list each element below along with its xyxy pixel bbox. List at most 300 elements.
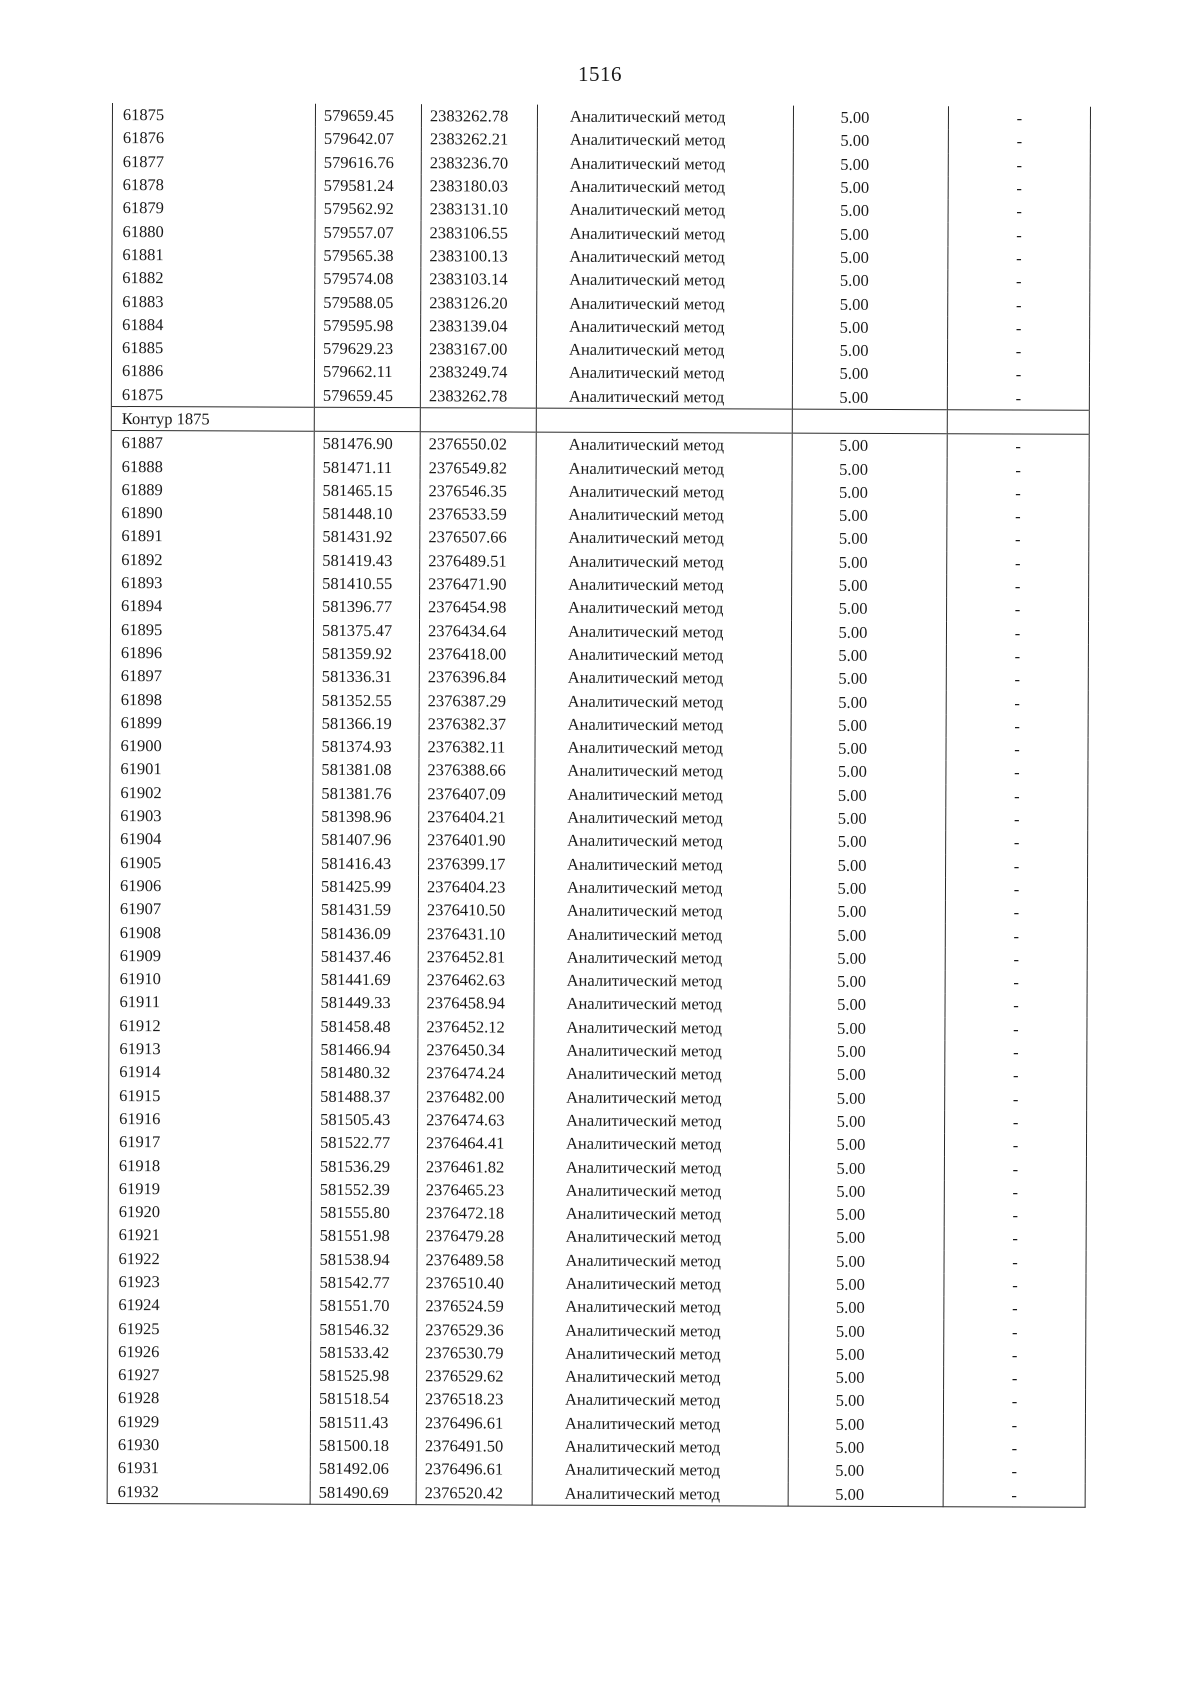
point-id-cell: 61902	[110, 781, 313, 805]
note-cell: -	[947, 386, 1089, 410]
accuracy-cell: 5.00	[792, 504, 947, 528]
accuracy-cell: 5.00	[791, 783, 946, 807]
accuracy-cell: 5.00	[793, 292, 948, 316]
accuracy-cell: 5.00	[789, 1203, 944, 1227]
y-coordinate-cell: 2376520.42	[416, 1481, 532, 1505]
y-coordinate-cell: 2383249.74	[420, 360, 536, 384]
x-coordinate-cell: 581518.54	[310, 1387, 416, 1411]
x-coordinate-cell: 581431.92	[314, 525, 420, 549]
x-coordinate-cell: 581538.94	[311, 1247, 417, 1271]
x-coordinate-cell: 581352.55	[313, 688, 419, 712]
method-cell: Аналитический метод	[533, 1248, 789, 1272]
y-coordinate-cell: 2376396.84	[419, 665, 535, 689]
method-cell: Аналитический метод	[534, 969, 790, 993]
x-coordinate-cell: 581336.31	[313, 665, 419, 689]
note-cell: -	[946, 714, 1088, 738]
accuracy-cell: 5.00	[791, 760, 946, 784]
table-row	[107, 1480, 1085, 1508]
accuracy-cell: 5.00	[788, 1482, 943, 1506]
method-cell: Аналитический метод	[536, 503, 792, 527]
note-cell: -	[945, 970, 1087, 994]
point-id-cell: 61905	[110, 850, 313, 874]
accuracy-cell: 5.00	[789, 1296, 944, 1320]
x-coordinate-cell: 581492.06	[310, 1457, 416, 1481]
note-cell: -	[945, 1063, 1087, 1087]
point-id-cell: 61931	[107, 1456, 310, 1480]
x-coordinate-cell: 581374.93	[313, 735, 419, 759]
accuracy-cell: 5.00	[789, 1272, 944, 1296]
y-coordinate-cell: 2376507.66	[420, 526, 536, 550]
note-cell: -	[946, 830, 1088, 854]
note-cell: -	[947, 597, 1089, 621]
accuracy-cell: 5.00	[791, 713, 946, 737]
point-id-cell: 61896	[110, 641, 313, 665]
point-id-cell: 61895	[110, 618, 313, 642]
x-coordinate-cell: 579562.92	[315, 197, 421, 221]
x-coordinate-cell: 581366.19	[313, 711, 419, 735]
x-coordinate-cell: 581381.08	[313, 758, 419, 782]
note-cell: -	[944, 1157, 1086, 1181]
point-id-cell: 61918	[108, 1153, 311, 1177]
method-cell: Аналитический метод	[537, 268, 793, 292]
point-id-cell: 61888	[111, 454, 314, 478]
y-coordinate-cell: 2376482.00	[418, 1085, 534, 1109]
method-cell: Аналитический метод	[536, 526, 792, 550]
point-id-cell: 61875	[112, 103, 315, 127]
note-cell: -	[948, 106, 1090, 130]
point-id-cell: 61916	[109, 1107, 312, 1131]
method-cell: Аналитический метод	[533, 1365, 789, 1389]
note-cell: -	[947, 528, 1089, 552]
accuracy-cell: 5.00	[791, 667, 946, 691]
point-id-cell: 61891	[111, 524, 314, 548]
y-coordinate-cell: 2376418.00	[419, 642, 535, 666]
point-id-cell: 61923	[108, 1270, 311, 1294]
method-cell: Аналитический метод	[536, 596, 792, 620]
y-coordinate-cell: 2376404.21	[419, 805, 535, 829]
x-coordinate-cell: 581551.70	[311, 1294, 417, 1318]
x-coordinate-cell: 581505.43	[312, 1108, 418, 1132]
accuracy-cell: 5.00	[791, 853, 946, 877]
point-id-cell: 61929	[107, 1410, 310, 1434]
accuracy-cell: 5.00	[793, 176, 948, 200]
note-cell: -	[945, 1087, 1087, 1111]
method-cell: Аналитический метод	[532, 1435, 788, 1459]
method-cell: Аналитический метод	[536, 384, 792, 409]
point-id-cell: 61912	[109, 1014, 312, 1038]
point-id-cell: 61907	[109, 897, 312, 921]
y-coordinate-cell: 2383131.10	[421, 197, 537, 221]
y-coordinate-cell: 2376533.59	[420, 502, 536, 526]
method-cell: Аналитический метод	[533, 1318, 789, 1342]
point-id-cell: 61906	[109, 874, 312, 898]
method-cell: Аналитический метод	[534, 992, 790, 1016]
method-cell: Аналитический метод	[533, 1295, 789, 1319]
y-coordinate-cell: 2383236.70	[421, 151, 537, 175]
x-coordinate-cell: 581448.10	[314, 502, 420, 526]
point-id-cell: 61908	[109, 920, 312, 944]
point-id-cell: 61911	[109, 990, 312, 1014]
accuracy-cell: 5.00	[793, 129, 948, 153]
accuracy-cell: 5.00	[790, 946, 945, 970]
accuracy-cell: 5.00	[790, 1086, 945, 1110]
method-cell: Аналитический метод	[532, 1458, 788, 1482]
accuracy-cell: 5.00	[792, 385, 947, 409]
accuracy-cell: 5.00	[791, 737, 946, 761]
accuracy-cell: 5.00	[791, 620, 946, 644]
note-cell: -	[948, 176, 1090, 200]
point-id-cell: 61884	[112, 313, 315, 337]
method-cell: Аналитический метод	[537, 338, 793, 362]
point-id-cell: 61882	[112, 266, 315, 290]
point-id-cell: 61914	[109, 1060, 312, 1084]
accuracy-cell: 5.00	[793, 315, 948, 339]
x-coordinate-cell: 579616.76	[315, 150, 421, 174]
coordinates-table	[107, 103, 1091, 1508]
y-coordinate-cell: 2383100.13	[421, 244, 537, 268]
note-cell: -	[946, 784, 1088, 808]
section-label: Контур 1875	[111, 406, 314, 431]
y-coordinate-cell: 2383167.00	[421, 337, 537, 361]
method-cell: Аналитический метод	[535, 806, 791, 830]
note-cell: -	[947, 574, 1089, 598]
note-cell: -	[948, 269, 1090, 293]
method-cell: Аналитический метод	[534, 1108, 790, 1132]
x-coordinate-cell: 581525.98	[311, 1364, 417, 1388]
page-number: 1516	[578, 62, 622, 86]
accuracy-cell: 5.00	[793, 106, 948, 130]
note-cell: -	[945, 900, 1087, 924]
method-cell: Аналитический метод	[533, 1202, 789, 1226]
note-cell: -	[944, 1273, 1086, 1297]
x-coordinate-cell: 581552.39	[311, 1177, 417, 1201]
y-coordinate-cell: 2376465.23	[417, 1178, 533, 1202]
note-cell: -	[944, 1180, 1086, 1204]
y-coordinate-cell: 2383262.78	[420, 384, 536, 408]
method-cell: Аналитический метод	[537, 291, 793, 315]
note-cell: -	[948, 246, 1090, 270]
note-cell: -	[948, 130, 1090, 154]
x-coordinate-cell: 579662.11	[314, 360, 420, 384]
method-cell: Аналитический метод	[536, 456, 792, 480]
point-id-cell: 61915	[109, 1083, 312, 1107]
method-cell: Аналитический метод	[535, 666, 791, 690]
x-coordinate-cell: 581436.09	[312, 921, 418, 945]
method-cell: Аналитический метод	[533, 1271, 789, 1295]
y-coordinate-cell: 2376382.11	[419, 735, 535, 759]
y-coordinate-cell: 2376458.94	[418, 991, 534, 1015]
y-coordinate-cell: 2376546.35	[420, 479, 536, 503]
note-cell: -	[943, 1436, 1085, 1460]
point-id-cell: 61925	[108, 1316, 311, 1340]
x-coordinate-cell: 581458.48	[312, 1014, 418, 1038]
y-coordinate-cell: 2376388.66	[419, 758, 535, 782]
point-id-cell: 61875	[111, 383, 314, 408]
empty-note-cell	[947, 410, 1089, 435]
x-coordinate-cell: 579642.07	[315, 127, 421, 151]
method-cell: Аналитический метод	[534, 922, 790, 946]
note-cell: -	[944, 1203, 1086, 1227]
x-coordinate-cell: 581398.96	[313, 805, 419, 829]
y-coordinate-cell: 2376518.23	[416, 1388, 532, 1412]
method-cell: Аналитический метод	[537, 314, 793, 338]
method-cell: Аналитический метод	[536, 549, 792, 573]
y-coordinate-cell: 2383106.55	[421, 221, 537, 245]
x-coordinate-cell: 579659.45	[314, 383, 420, 407]
accuracy-cell: 5.00	[793, 269, 948, 293]
x-coordinate-cell: 581551.98	[311, 1224, 417, 1248]
accuracy-cell: 5.00	[789, 1366, 944, 1390]
note-cell: -	[948, 199, 1090, 223]
note-cell: -	[948, 339, 1090, 363]
note-cell: -	[946, 644, 1088, 668]
method-cell: Аналитический метод	[535, 689, 791, 713]
note-cell: -	[948, 293, 1090, 317]
y-coordinate-cell: 2383103.14	[421, 267, 537, 291]
y-coordinate-cell: 2376464.41	[417, 1131, 533, 1155]
point-id-cell: 61926	[108, 1340, 311, 1364]
point-id-cell: 61901	[110, 757, 313, 781]
x-coordinate-cell: 579557.07	[315, 220, 421, 244]
point-id-cell: 61927	[108, 1363, 311, 1387]
x-coordinate-cell: 581375.47	[313, 618, 419, 642]
point-id-cell: 61909	[109, 944, 312, 968]
y-coordinate-cell: 2376474.24	[418, 1061, 534, 1085]
x-coordinate-cell: 581465.15	[314, 479, 420, 503]
note-cell: -	[948, 153, 1090, 177]
y-coordinate-cell: 2376550.02	[420, 432, 536, 456]
accuracy-cell: 5.00	[791, 830, 946, 854]
coordinates-table-wrapper	[107, 103, 1090, 1508]
x-coordinate-cell: 581425.99	[312, 875, 418, 899]
point-id-cell: 61917	[108, 1130, 311, 1154]
x-coordinate-cell: 581471.11	[314, 455, 420, 479]
accuracy-cell: 5.00	[792, 550, 947, 574]
method-cell: Аналитический метод	[535, 619, 791, 643]
note-cell: -	[945, 947, 1087, 971]
y-coordinate-cell: 2376491.50	[416, 1434, 532, 1458]
x-coordinate-cell: 581359.92	[313, 642, 419, 666]
method-cell: Аналитический метод	[535, 759, 791, 783]
y-coordinate-cell: 2376407.09	[419, 782, 535, 806]
note-cell: -	[946, 761, 1088, 785]
method-cell: Аналитический метод	[536, 432, 792, 457]
y-coordinate-cell: 2376524.59	[417, 1294, 533, 1318]
method-cell: Аналитический метод	[533, 1155, 789, 1179]
x-coordinate-cell: 581396.77	[314, 595, 420, 619]
method-cell: Аналитический метод	[536, 479, 792, 503]
accuracy-cell: 5.00	[790, 900, 945, 924]
accuracy-cell: 5.00	[792, 527, 947, 551]
note-cell: -	[944, 1133, 1086, 1157]
accuracy-cell: 5.00	[793, 199, 948, 223]
method-cell: Аналитический метод	[534, 1085, 790, 1109]
accuracy-cell: 5.00	[790, 970, 945, 994]
y-coordinate-cell: 2376510.40	[417, 1271, 533, 1295]
note-cell: -	[944, 1343, 1086, 1367]
note-cell: -	[944, 1366, 1086, 1390]
note-cell: -	[946, 691, 1088, 715]
note-cell: -	[945, 924, 1087, 948]
y-coordinate-cell: 2376399.17	[419, 852, 535, 876]
method-cell: Аналитический метод	[534, 1039, 790, 1063]
y-coordinate-cell: 2376462.63	[418, 968, 534, 992]
y-coordinate-cell: 2376452.12	[418, 1015, 534, 1039]
point-id-cell: 61894	[111, 594, 314, 618]
empty-y-cell	[420, 408, 536, 433]
note-cell: -	[944, 1320, 1086, 1344]
method-cell: Аналитический метод	[535, 736, 791, 760]
point-id-cell: 61904	[110, 827, 313, 851]
accuracy-cell: 5.00	[790, 1016, 945, 1040]
method-cell: Аналитический метод	[535, 642, 791, 666]
note-cell: -	[947, 551, 1089, 575]
y-coordinate-cell: 2376530.79	[417, 1341, 533, 1365]
x-coordinate-cell: 581533.42	[311, 1341, 417, 1365]
method-cell: Аналитический метод	[537, 175, 793, 199]
accuracy-cell: 5.00	[789, 1319, 944, 1343]
method-cell: Аналитический метод	[535, 829, 791, 853]
method-cell: Аналитический метод	[537, 221, 793, 245]
point-id-cell: 61890	[111, 501, 314, 525]
point-id-cell: 61897	[110, 664, 313, 688]
point-id-cell: 61889	[111, 478, 314, 502]
point-id-cell: 61893	[111, 571, 314, 595]
note-cell: -	[947, 458, 1089, 482]
accuracy-cell: 5.00	[792, 433, 947, 457]
accuracy-cell: 5.00	[789, 1179, 944, 1203]
note-cell: -	[945, 1110, 1087, 1134]
x-coordinate-cell: 581500.18	[310, 1434, 416, 1458]
y-coordinate-cell: 2376382.37	[419, 712, 535, 736]
y-coordinate-cell: 2376496.61	[416, 1457, 532, 1481]
x-coordinate-cell: 581466.94	[312, 1038, 418, 1062]
method-cell: Аналитический метод	[534, 1062, 790, 1086]
x-coordinate-cell: 581511.43	[310, 1410, 416, 1434]
point-id-cell: 61879	[112, 196, 315, 220]
point-id-cell: 61878	[112, 173, 315, 197]
y-coordinate-cell: 2383262.78	[421, 104, 537, 128]
y-coordinate-cell: 2376461.82	[417, 1155, 533, 1179]
x-coordinate-cell: 581536.29	[311, 1154, 417, 1178]
y-coordinate-cell: 2383139.04	[421, 314, 537, 338]
accuracy-cell: 5.00	[789, 1249, 944, 1273]
x-coordinate-cell: 581476.90	[314, 431, 420, 455]
accuracy-cell: 5.00	[792, 597, 947, 621]
y-coordinate-cell: 2376452.81	[418, 945, 534, 969]
note-cell: -	[944, 1226, 1086, 1250]
method-cell: Аналитический метод	[537, 198, 793, 222]
y-coordinate-cell: 2376489.51	[420, 549, 536, 573]
accuracy-cell: 5.00	[793, 152, 948, 176]
point-id-cell: 61932	[107, 1480, 310, 1505]
x-coordinate-cell: 581488.37	[312, 1084, 418, 1108]
empty-method-cell	[536, 408, 792, 433]
empty-error-cell	[792, 409, 947, 434]
accuracy-cell: 5.00	[793, 222, 948, 246]
note-cell: -	[947, 504, 1089, 528]
point-id-cell: 61885	[112, 336, 315, 360]
point-id-cell: 61892	[111, 548, 314, 572]
note-cell: -	[946, 621, 1088, 645]
accuracy-cell: 5.00	[789, 1156, 944, 1180]
point-id-cell: 61903	[110, 804, 313, 828]
x-coordinate-cell: 581441.69	[312, 968, 418, 992]
point-id-cell: 61922	[108, 1247, 311, 1271]
y-coordinate-cell: 2376489.58	[417, 1248, 533, 1272]
accuracy-cell: 5.00	[792, 457, 947, 481]
note-cell: -	[943, 1390, 1085, 1414]
point-id-cell: 61881	[112, 243, 315, 267]
point-id-cell: 61913	[109, 1037, 312, 1061]
note-cell: -	[944, 1296, 1086, 1320]
accuracy-cell: 5.00	[789, 1133, 944, 1157]
method-cell: Аналитический метод	[536, 361, 792, 385]
point-id-cell: 61924	[108, 1293, 311, 1317]
point-id-cell: 61877	[112, 150, 315, 174]
y-coordinate-cell: 2376496.61	[416, 1411, 532, 1435]
method-cell: Аналитический метод	[535, 782, 791, 806]
point-id-cell: 61928	[107, 1386, 310, 1410]
y-coordinate-cell: 2376454.98	[420, 595, 536, 619]
method-cell: Аналитический метод	[535, 712, 791, 736]
note-cell: -	[946, 737, 1088, 761]
y-coordinate-cell: 2383262.21	[421, 127, 537, 151]
accuracy-cell: 5.00	[788, 1459, 943, 1483]
y-coordinate-cell: 2376401.90	[419, 828, 535, 852]
x-coordinate-cell: 581555.80	[311, 1201, 417, 1225]
note-cell: -	[943, 1413, 1085, 1437]
y-coordinate-cell: 2376479.28	[417, 1224, 533, 1248]
x-coordinate-cell: 581437.46	[312, 944, 418, 968]
x-coordinate-cell: 579659.45	[315, 104, 421, 128]
accuracy-cell: 5.00	[790, 1063, 945, 1087]
accuracy-cell: 5.00	[788, 1436, 943, 1460]
method-cell: Аналитический метод	[537, 244, 793, 268]
y-coordinate-cell: 2383126.20	[421, 291, 537, 315]
x-coordinate-cell: 579588.05	[315, 290, 421, 314]
accuracy-cell: 5.00	[789, 1342, 944, 1366]
note-cell: -	[945, 877, 1087, 901]
x-coordinate-cell: 581542.77	[311, 1271, 417, 1295]
y-coordinate-cell: 2376450.34	[418, 1038, 534, 1062]
note-cell: -	[948, 223, 1090, 247]
point-id-cell: 61930	[107, 1433, 310, 1457]
accuracy-cell: 5.00	[790, 1109, 945, 1133]
accuracy-cell: 5.00	[792, 574, 947, 598]
y-coordinate-cell: 2376549.82	[420, 456, 536, 480]
y-coordinate-cell: 2376529.36	[417, 1318, 533, 1342]
point-id-cell: 61886	[111, 359, 314, 383]
x-coordinate-cell: 581490.69	[310, 1480, 416, 1504]
accuracy-cell: 5.00	[791, 807, 946, 831]
accuracy-cell: 5.00	[791, 643, 946, 667]
note-cell: -	[944, 1250, 1086, 1274]
x-coordinate-cell: 581416.43	[313, 851, 419, 875]
x-coordinate-cell: 581431.59	[312, 898, 418, 922]
accuracy-cell: 5.00	[790, 923, 945, 947]
x-coordinate-cell: 579581.24	[315, 174, 421, 198]
note-cell: -	[947, 434, 1089, 458]
x-coordinate-cell: 581381.76	[313, 781, 419, 805]
note-cell: -	[943, 1483, 1085, 1507]
y-coordinate-cell: 2376474.63	[418, 1108, 534, 1132]
note-cell: -	[948, 316, 1090, 340]
y-coordinate-cell: 2376529.62	[417, 1364, 533, 1388]
accuracy-cell: 5.00	[792, 480, 947, 504]
method-cell: Аналитический метод	[533, 1341, 789, 1365]
note-cell: -	[947, 362, 1089, 386]
